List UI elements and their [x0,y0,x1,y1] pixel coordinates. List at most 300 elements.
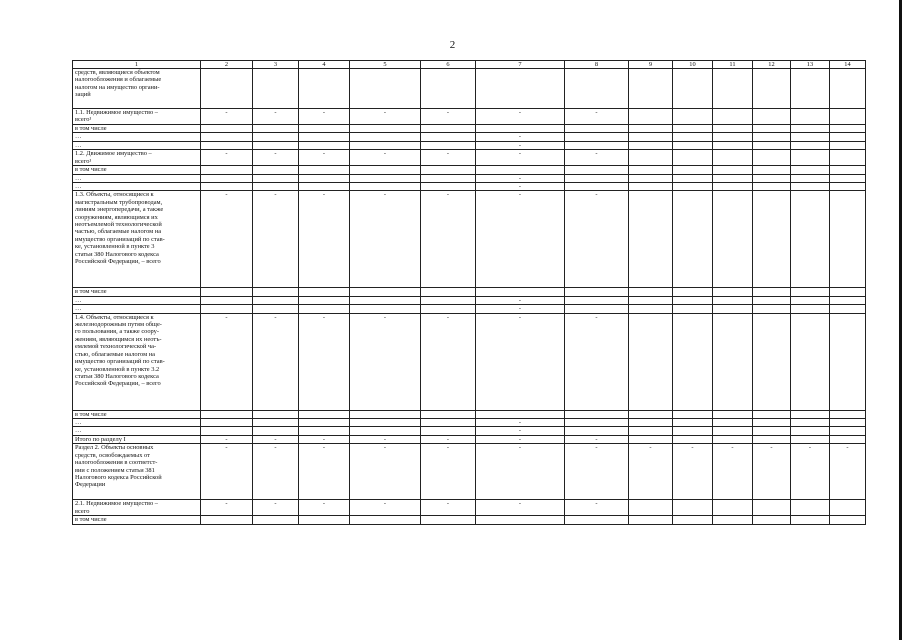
table-row [73,288,866,296]
table-cell [753,500,791,516]
table-cell [629,69,673,109]
table-cell: - [476,305,565,313]
table-cell [253,133,299,141]
table-cell [299,183,350,191]
column-number-12: 12 [753,61,791,69]
table-cell [253,288,299,296]
table-cell [350,305,421,313]
row-label: … [73,174,201,182]
table-cell [753,166,791,174]
table-cell [201,305,253,313]
table-cell [673,427,713,435]
row-label: … [73,427,201,435]
table-cell: - [476,133,565,141]
table-cell: - [476,174,565,182]
table-cell [791,516,830,524]
table-cell [629,435,673,443]
table-cell [673,305,713,313]
table-cell: - [253,109,299,125]
table-cell [791,296,830,304]
table-cell [629,410,673,418]
table-cell: - [476,313,565,410]
table-cell [201,419,253,427]
table-cell [791,313,830,410]
table-cell: - [201,150,253,166]
table-cell [753,183,791,191]
table-cell [753,125,791,133]
table-cell [753,427,791,435]
table-cell [421,305,476,313]
table-body [73,69,866,525]
table-cell [253,174,299,182]
table-cell [565,183,629,191]
table-cell [753,435,791,443]
table-cell [421,183,476,191]
table-cell: - [565,313,629,410]
row-label: средств, являющиеся объектом налогообложения и облагаемые налогом на имущество органи- заций [73,69,201,109]
column-number-4: 4 [299,61,350,69]
table-cell [350,419,421,427]
table-cell [830,141,866,149]
table-cell [421,410,476,418]
table-cell [753,419,791,427]
table-cell [565,305,629,313]
table-row [73,516,866,524]
table-cell [201,410,253,418]
table-cell [201,288,253,296]
table-cell [421,427,476,435]
table-cell [565,516,629,524]
column-number-5: 5 [350,61,421,69]
table-cell [253,427,299,435]
table-cell [629,305,673,313]
table-cell [629,150,673,166]
table-cell [713,183,753,191]
table-cell [791,288,830,296]
table-cell [713,296,753,304]
table-cell [791,109,830,125]
row-label: в том числе [73,125,201,133]
table-row [73,500,866,516]
table-cell [673,150,713,166]
column-number-3: 3 [253,61,299,69]
table-cell [350,296,421,304]
table-row [73,191,866,288]
table-cell [830,427,866,435]
table-cell: - [565,191,629,288]
table-cell [713,69,753,109]
table-cell [713,150,753,166]
table-cell [629,313,673,410]
table-cell [565,427,629,435]
table-cell [565,174,629,182]
table-cell [791,125,830,133]
table-row [73,410,866,418]
table-cell: - [253,150,299,166]
table-cell: - [350,500,421,516]
table-cell [629,500,673,516]
table-cell [673,419,713,427]
table-cell [791,150,830,166]
table-cell [791,500,830,516]
table-cell [201,125,253,133]
table-cell [476,125,565,133]
table-row [73,183,866,191]
table-cell [713,313,753,410]
table-cell: - [565,109,629,125]
table-cell: - [565,444,629,500]
table-cell [299,125,350,133]
row-label: … [73,183,201,191]
table-cell [629,166,673,174]
table-cell [673,296,713,304]
table-cell: - [421,191,476,288]
row-label: 1.3. Объекты, относящиеся к магистральным трубопроводам, линиям энергопередачи, а также сооружениям, являющимся их неотъемлемой технологической частью, облагаемые налогом на имущество организаций по став- ке, установленной в пункте 3 статьи 380 Налогового кодекса Российской Федерации, – всего [73,191,201,288]
table-row [73,174,866,182]
table-cell [791,166,830,174]
table-cell [565,296,629,304]
table-row [73,296,866,304]
table-cell: - [299,109,350,125]
table-cell: - [350,313,421,410]
table-cell [753,109,791,125]
table-cell: - [421,150,476,166]
column-number-9: 9 [629,61,673,69]
row-label: 1.1. Недвижимое имущество – всего¹ [73,109,201,125]
table-cell [201,166,253,174]
table-row [73,444,866,500]
table-cell [201,296,253,304]
table-row [73,125,866,133]
table-cell: - [253,435,299,443]
table-cell [350,183,421,191]
table-cell [830,516,866,524]
table-cell [299,133,350,141]
row-label: в том числе [73,516,201,524]
table-cell [830,305,866,313]
row-label: в том числе [73,166,201,174]
table-cell: - [201,109,253,125]
table-cell [476,69,565,109]
table-cell [629,191,673,288]
table-row [73,305,866,313]
table-cell [830,435,866,443]
table-cell [830,166,866,174]
table-cell [299,141,350,149]
table-row [73,133,866,141]
table-row [73,69,866,109]
table-cell [299,427,350,435]
table-cell [673,500,713,516]
table-row [73,150,866,166]
table-cell [753,150,791,166]
table-cell [713,141,753,149]
table-cell: - [201,313,253,410]
table-row [73,109,866,125]
table-cell: - [299,191,350,288]
table-cell [791,191,830,288]
table-cell [201,133,253,141]
table-cell [830,150,866,166]
table-cell [421,69,476,109]
table-cell [350,133,421,141]
column-number-row [73,61,866,69]
table-cell [791,410,830,418]
table-cell [830,183,866,191]
table-cell: - [476,500,565,516]
table-cell: - [421,109,476,125]
table-cell [830,125,866,133]
table-cell [673,435,713,443]
table-cell [253,305,299,313]
table-row [73,166,866,174]
table-cell [713,191,753,288]
table-cell [791,183,830,191]
table-cell [565,141,629,149]
table-cell [673,109,713,125]
table-cell [476,410,565,418]
table-cell [713,305,753,313]
table-cell [830,191,866,288]
table-row [73,313,866,410]
table-cell [830,410,866,418]
table-cell [201,69,253,109]
column-number-2: 2 [201,61,253,69]
table-cell [565,166,629,174]
table-cell [713,288,753,296]
table-cell [201,183,253,191]
table-cell [713,166,753,174]
column-number-7: 7 [476,61,565,69]
table-cell: - [350,444,421,500]
table-row [73,141,866,149]
table-cell [476,516,565,524]
table-cell [350,410,421,418]
table-cell [713,500,753,516]
table-cell: - [421,435,476,443]
table-cell: - [253,313,299,410]
table-cell [201,427,253,435]
table-cell: - [791,444,830,500]
row-label: 2.1. Недвижимое имущество – всего [73,500,201,516]
table-cell [350,141,421,149]
table-cell [673,174,713,182]
table-cell [421,288,476,296]
table-cell [421,166,476,174]
table-cell [629,109,673,125]
table-cell [753,174,791,182]
table-cell [350,125,421,133]
table-cell: - [299,313,350,410]
table-cell [673,125,713,133]
row-label: … [73,141,201,149]
table-cell: - [299,444,350,500]
row-label: Раздел 2. Объекты основных средств, освобождаемых от налогообложения в соответст- вии с положением статьи 381 Налогового кодекса Российской Федерации [73,444,201,500]
table-cell: - [713,444,753,500]
column-number-6: 6 [421,61,476,69]
table-cell [253,166,299,174]
table-cell [791,305,830,313]
table-cell [565,419,629,427]
table-cell [565,133,629,141]
table-cell [673,288,713,296]
table-cell [299,305,350,313]
table-cell [201,174,253,182]
column-number-11: 11 [713,61,753,69]
row-label: 1.4. Объекты, относящиеся к железнодорожным путям обще- го пользования, а также соору- жениям, являющимся их неотъ- емлемой технологической ча- стью, облагаемые налогом на имущество организаций по став- ке, установленной в пункте 3.2 статьи 380 Налогового кодекса Российской Федерации, – всего [73,313,201,410]
table-cell [629,296,673,304]
table-cell [253,69,299,109]
table-row [73,435,866,443]
table-cell [565,288,629,296]
table-cell [629,427,673,435]
table-cell [673,191,713,288]
row-label: … [73,419,201,427]
table-cell [713,410,753,418]
table-cell [753,516,791,524]
table-cell: - [476,109,565,125]
table-cell [830,109,866,125]
table-cell [350,166,421,174]
table-cell [299,516,350,524]
table-cell [253,125,299,133]
table-cell [350,69,421,109]
table-cell [713,427,753,435]
table-cell: - [253,191,299,288]
table-cell: - [476,141,565,149]
table-cell: - [476,427,565,435]
table-cell [350,174,421,182]
row-label: Итого по разделу I [73,435,201,443]
table-cell [299,69,350,109]
table-cell [673,313,713,410]
table-cell [253,183,299,191]
table-row [73,419,866,427]
page-number: 2 [449,39,456,51]
table-cell [753,313,791,410]
table-cell [673,166,713,174]
table-cell [299,166,350,174]
table-cell: - [253,500,299,516]
table-cell: - [476,419,565,427]
column-number-1: 1 [73,61,201,69]
table-cell [476,288,565,296]
table-cell [673,133,713,141]
table-cell [753,305,791,313]
column-number-10: 10 [673,61,713,69]
table-cell: - [476,296,565,304]
table-cell: - [673,444,713,500]
table-cell [253,141,299,149]
table-cell [673,141,713,149]
table-cell [629,133,673,141]
table-cell [830,133,866,141]
table-cell [791,427,830,435]
table-cell [713,174,753,182]
table-cell [629,141,673,149]
table-cell: - [421,444,476,500]
table-cell [565,410,629,418]
table-cell: - [565,435,629,443]
table-cell [753,69,791,109]
table-cell [421,296,476,304]
table-cell: - [565,150,629,166]
table-cell [421,419,476,427]
table-cell [253,296,299,304]
table-cell: - [253,444,299,500]
table-cell: - [299,150,350,166]
table-cell: - [476,183,565,191]
table-cell [673,183,713,191]
table-cell [201,516,253,524]
table-cell: - [350,150,421,166]
table-cell [253,419,299,427]
table-cell [476,166,565,174]
table-cell [673,69,713,109]
table-cell [830,288,866,296]
table-cell [565,69,629,109]
table-cell [673,516,713,524]
table-cell [421,516,476,524]
row-label: 1.2. Движимое имущество – всего¹ [73,150,201,166]
table-cell [421,141,476,149]
row-label: в том числе [73,288,201,296]
table-cell: - [201,191,253,288]
table-cell [629,419,673,427]
table-cell [830,500,866,516]
table-row [73,427,866,435]
table-cell: - [201,444,253,500]
table-cell [713,133,753,141]
table-cell [421,133,476,141]
table-cell [565,125,629,133]
table-cell [299,410,350,418]
table-cell [791,133,830,141]
table-cell [753,141,791,149]
table-cell [629,516,673,524]
table-cell [350,288,421,296]
table-cell: - [350,435,421,443]
table-cell [253,410,299,418]
table-cell: - [476,191,565,288]
table-cell: - [299,435,350,443]
row-label: в том числе [73,410,201,418]
row-label: … [73,133,201,141]
table-cell: - [350,191,421,288]
table-cell [629,125,673,133]
table-cell [753,410,791,418]
table-cell [791,419,830,427]
table-cell: - [476,435,565,443]
table-cell [299,174,350,182]
table-cell [629,174,673,182]
table-cell: - [629,444,673,500]
table-cell [629,288,673,296]
table-cell [299,419,350,427]
table-cell [201,141,253,149]
table-cell: - [421,500,476,516]
table-cell [673,410,713,418]
row-label: … [73,296,201,304]
table-cell: - [830,444,866,500]
table-cell [830,419,866,427]
table-cell [791,174,830,182]
table-cell: - [753,444,791,500]
table-cell: - [476,150,565,166]
table-cell [753,288,791,296]
table-cell: - [565,500,629,516]
table-cell [299,296,350,304]
